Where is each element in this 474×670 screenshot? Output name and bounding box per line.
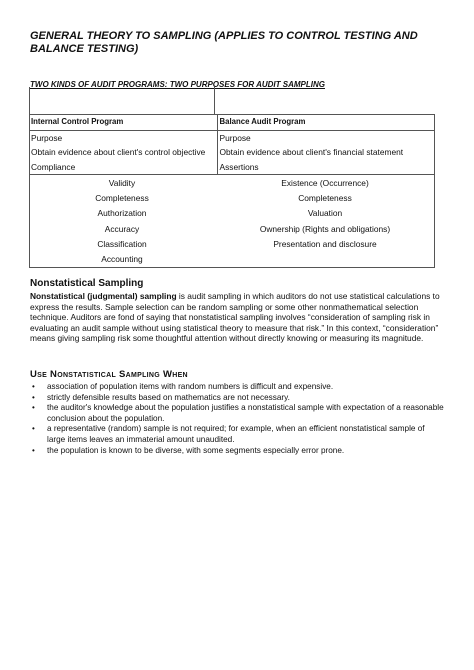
paragraph-body: is audit sampling in which auditors do not use statistical calculations to express the results. Sample selection can be random sampling or some other nonmathematical selection technique. Auditors are fond of saying that nonstatistical sampling involves “consideration of sampling risk in evaluating an audit sample without using statistical theory to measure that risk.” In this context, “consideration” means giving sampling risk some thoughtful attention without directly knowing or measuring its magnitude. bbox=[30, 291, 440, 344]
paragraph-lead-term: Nonstatistical (judgmental) sampling bbox=[30, 291, 177, 301]
assertions-list bbox=[215, 176, 435, 252]
use-when-heading: Use Nonstatistical Sampling When bbox=[30, 369, 188, 380]
list-item: • strictly defensible results based on mathematics are not necessary. bbox=[32, 392, 290, 402]
table-cell: Assertions bbox=[217, 160, 435, 175]
list-item: Presentation and disclosure bbox=[273, 238, 377, 249]
list-item: Completeness bbox=[95, 193, 149, 204]
section-title: Nonstatistical Sampling bbox=[30, 278, 144, 289]
table-cell: Compliance bbox=[29, 160, 217, 175]
list-item: • association of population items with random numbers is difficult and expensive. bbox=[32, 382, 334, 391]
list-item: • the auditor's knowledge about the population justifies a nonstatistical sample with expectation of a reasonable conclusion about the population. bbox=[32, 403, 444, 423]
document-title: GENERAL THEORY TO SAMPLING (APPLIES TO CONTROL TESTING AND BALANCE TESTING) bbox=[30, 30, 418, 55]
header-balance-audit: Balance Audit Program bbox=[217, 115, 435, 131]
table-row bbox=[29, 160, 435, 175]
bullet-icon: • bbox=[32, 403, 35, 413]
table-row bbox=[29, 145, 435, 160]
list-item: Accounting bbox=[101, 254, 143, 265]
objectives-list-area bbox=[29, 176, 435, 268]
list-item: Valuation bbox=[307, 208, 343, 219]
table-cell: Purpose bbox=[29, 130, 217, 145]
table-row bbox=[29, 130, 435, 145]
list-item: Ownership (Rights and obligations) bbox=[259, 223, 391, 234]
bullet-icon: • bbox=[32, 445, 35, 455]
list-item: • a representative (random) sample is not required; for example, when an efficient nonstatistical sample of large items leaves an immaterial amount unaudited. bbox=[32, 424, 425, 444]
list-item: Validity bbox=[108, 178, 136, 188]
bullet-icon: • bbox=[32, 382, 35, 391]
list-item: Accuracy bbox=[104, 223, 140, 234]
use-when-list bbox=[30, 382, 444, 456]
bullet-icon: • bbox=[32, 424, 35, 434]
table-cell: Obtain evidence about client's financial statement bbox=[219, 147, 404, 157]
bullet-icon: • bbox=[32, 392, 35, 402]
table-header-row bbox=[29, 115, 435, 131]
header-internal-control: Internal Control Program bbox=[29, 115, 217, 131]
audit-programs-table bbox=[29, 114, 435, 175]
list-item: Classification bbox=[97, 238, 147, 249]
control-objectives-list bbox=[29, 176, 215, 267]
table-cell: Obtain evidence about client's control objective bbox=[29, 145, 217, 160]
section-paragraph bbox=[30, 291, 444, 344]
list-item: • the population is known to be diverse, with some segments especially error prone. bbox=[32, 445, 345, 455]
list-item: Completeness bbox=[298, 193, 352, 204]
list-item: Existence (Occurrence) bbox=[281, 178, 369, 188]
blank-header-box bbox=[29, 87, 215, 115]
table-subheading: TWO KINDS OF AUDIT PROGRAMS: TWO PURPOSES FOR AUDIT SAMPLING bbox=[30, 80, 325, 89]
table-cell: Purpose bbox=[219, 132, 251, 143]
list-item: Authorization bbox=[97, 208, 147, 219]
